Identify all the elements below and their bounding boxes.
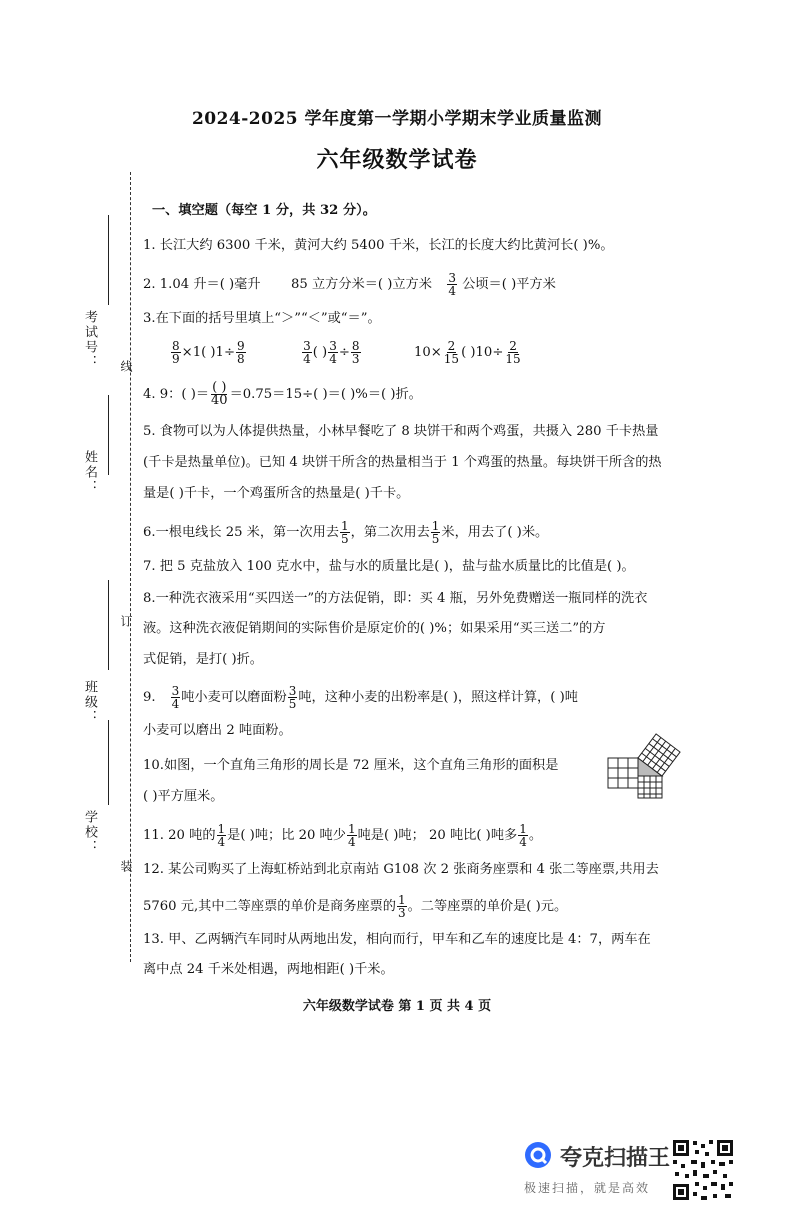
q3-text: ( )10÷ xyxy=(461,345,504,360)
q6-text: 米，用去了( )米。 xyxy=(441,525,549,540)
question-5-line-2: (千卡是热量单位)。已知 4 块饼干所含的热量相当于 1 个鸡蛋的热量。每块饼干所含的热 xyxy=(143,455,662,470)
q11-text: 是( )吨；比 20 吨少 xyxy=(227,828,346,843)
question-3-items xyxy=(170,340,730,365)
question-8-line-3: 式促销，是打( )折。 xyxy=(143,652,263,667)
exam-subtitle: 六年级数学试卷 xyxy=(316,147,478,173)
q2-part-c: 公顷＝( )平方米 xyxy=(462,277,556,292)
school-line xyxy=(108,720,109,805)
q3-text: ×1( )1÷ xyxy=(181,345,236,360)
exam-title: 2024-2025 学年度第一学期小学期末学业质量监测 xyxy=(191,109,603,129)
page-footer: 六年级数学试卷 第 1 页 共 4 页 xyxy=(302,999,492,1014)
q3-frac: $\frac{3}{4}$ xyxy=(329,339,337,366)
question-8-line-2: 液。这种洗衣液促销期间的实际售价是原定价的( )%；如果采用“买三送二”的方 xyxy=(143,621,606,636)
q3-frac: $\frac{8}{3}$ xyxy=(351,339,360,366)
q9-text: 吨，这种小麦的出粉率是( )，照这样计算，( )吨 xyxy=(298,690,578,705)
q11-text: 吨是( )吨； 20 吨比( )吨多 xyxy=(357,828,518,843)
q11-frac: $\frac{1}{4}$ xyxy=(217,822,226,849)
binding-mark-ding: 订 xyxy=(119,615,133,629)
question-9-line-2: 小麦可以磨出 2 吨面粉。 xyxy=(143,723,292,738)
right-triangle-squares-figure xyxy=(604,724,700,800)
class-label: 班级： xyxy=(82,680,97,725)
question-2 xyxy=(143,272,703,297)
name-label: 姓名： xyxy=(82,450,97,495)
binding-mark-zhuang: 装 xyxy=(119,860,133,874)
section-heading: 一、填空题（每空 1 分，共 32 分）。 xyxy=(152,203,376,218)
question-9-line-1 xyxy=(143,685,703,710)
q11-frac: $\frac{1}{4}$ xyxy=(519,822,527,849)
q6-frac: $\frac{1}{5}$ xyxy=(431,519,440,546)
question-11 xyxy=(143,823,703,848)
q2-part-b: 85 立方分米＝( )立方米 xyxy=(290,277,432,292)
question-3-instruction: 3.在下面的括号里填上“＞”“＜”或“＝”。 xyxy=(143,311,381,326)
q11-frac: $\frac{1}{4}$ xyxy=(347,822,356,849)
q12-frac: $\frac{1}{3}$ xyxy=(397,893,406,920)
name-line xyxy=(108,395,109,475)
q6-text: ，第二次用去 xyxy=(350,525,430,540)
brand-name: 夸克扫描王 xyxy=(560,1146,671,1171)
q9-text: 吨小麦可以磨面粉 xyxy=(181,690,287,705)
quark-logo-icon xyxy=(524,1141,552,1169)
q4-text: 4. 9：( )＝ xyxy=(143,387,210,402)
question-13-line-1: 13. 甲、乙两辆汽车同时从两地出发，相向而行，甲车和乙车的速度比是 4：7，两车在 xyxy=(143,932,651,947)
q9-frac: $\frac{3}{4}$ xyxy=(171,684,180,711)
q11-text: 11. 20 吨的 xyxy=(143,828,216,843)
binding-dashed-line xyxy=(130,172,131,962)
q3-frac: $\frac{2}{15}$ xyxy=(505,339,521,366)
exam-no-line xyxy=(108,215,109,305)
q12-text: 5760 元,其中二等座票的单价是商务座票的 xyxy=(143,899,396,914)
question-6 xyxy=(143,520,703,545)
question-10-line-1: 10.如图，一个直角三角形的周长是 72 厘米，这个直角三角形的面积是 xyxy=(143,758,559,773)
brand-slogan: 极速扫描，就是高效 xyxy=(524,1181,651,1195)
qr-code-icon xyxy=(671,1138,735,1202)
q2-fraction: $\frac{3}{4}$ xyxy=(448,271,456,298)
q4-text: ＝0.75＝15÷( )＝( )%＝( )折。 xyxy=(229,387,422,402)
question-12-line-2 xyxy=(143,894,703,919)
q12-text: 。二等座票的单价是( )元。 xyxy=(407,899,568,914)
q2-part-a: 2. 1.04 升＝( )毫升 xyxy=(143,277,261,292)
q6-text: 6.一根电线长 25 米，第一次用去 xyxy=(143,525,339,540)
q3-frac: $\frac{2}{15}$ xyxy=(443,339,460,366)
exam-no-label: 考试号： xyxy=(82,310,97,370)
q3-frac: $\frac{3}{4}$ xyxy=(303,339,311,366)
school-label: 学校： xyxy=(82,810,97,855)
q4-fraction: $\frac{( )}{40}$ xyxy=(211,380,228,408)
question-13-line-2: 离中点 24 千米处相遇，两地相距( )千米。 xyxy=(143,962,394,977)
question-5-line-3: 量是( )千卡，一个鸡蛋所含的热量是( )千卡。 xyxy=(143,486,410,501)
q11-text: 。 xyxy=(528,828,543,843)
question-4 xyxy=(143,382,703,407)
q3-text: ÷ xyxy=(338,345,350,360)
q9-frac: $\frac{3}{5}$ xyxy=(288,684,297,711)
q3-frac: $\frac{9}{8}$ xyxy=(237,339,245,366)
q6-frac: $\frac{1}{5}$ xyxy=(341,519,349,546)
question-7: 7. 把 5 克盐放入 100 克水中，盐与水的质量比是( )，盐与盐水质量比的比值是( )。 xyxy=(143,559,635,574)
q3-frac: $\frac{8}{9}$ xyxy=(172,339,180,366)
class-line xyxy=(108,580,109,670)
question-1: 1. 长江大约 6300 千米，黄河大约 5400 千米，长江的长度大约比黄河长( )%。 xyxy=(143,238,614,253)
binding-mark-xian: 线 xyxy=(119,360,133,374)
question-12-line-1: 12. 某公司购买了上海虹桥站到北京南站 G108 次 2 张商务座票和 4 张二等座票,共用去 xyxy=(143,862,659,877)
question-5-line-1: 5. 食物可以为人体提供热量，小林早餐吃了 8 块饼干和两个鸡蛋，共摄入 280 千卡热量 xyxy=(143,424,659,439)
q9-text: 9. xyxy=(143,690,156,705)
q3-text: 10× xyxy=(413,345,442,360)
q3-text: ( ) xyxy=(312,345,328,360)
question-8-line-1: 8.一种洗衣液采用“买四送一”的方法促销，即：买 4 瓶，另外免费赠送一瓶同样的洗衣 xyxy=(143,591,648,606)
question-10-line-2: ( )平方厘米。 xyxy=(143,789,224,804)
